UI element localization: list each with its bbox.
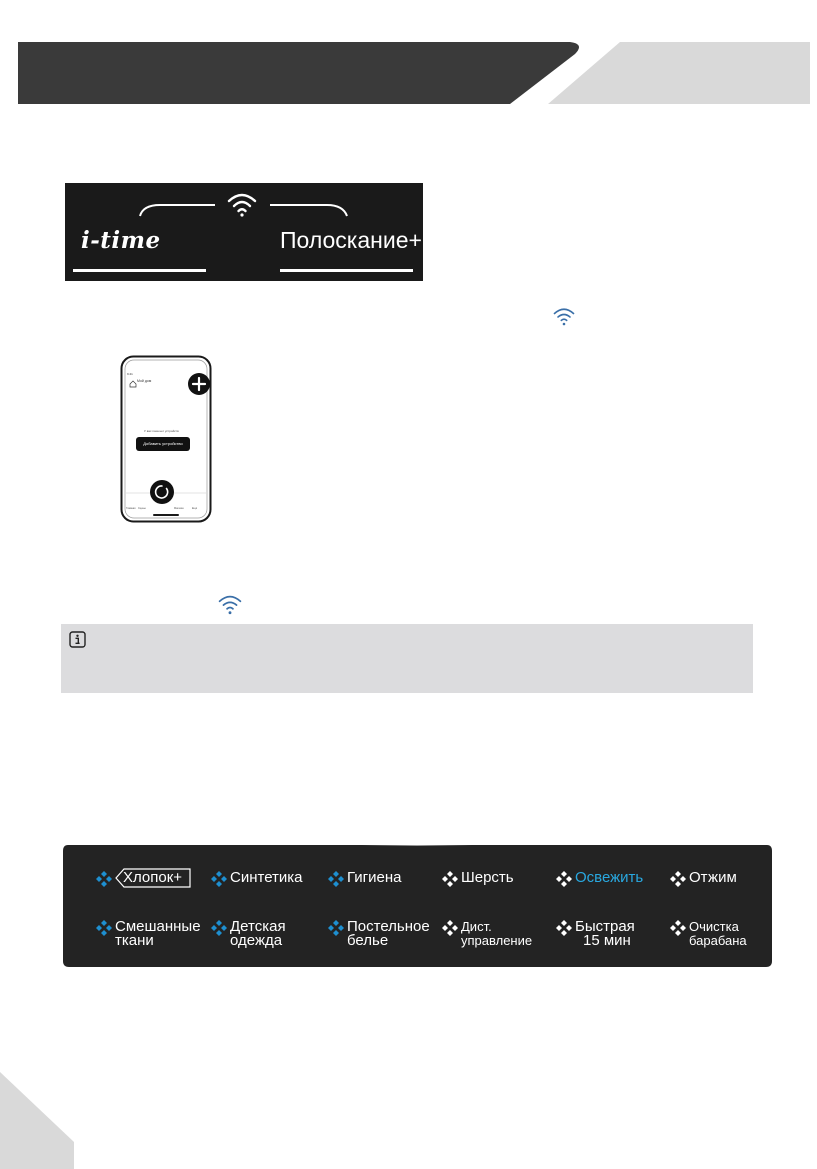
page-corner-tab [0,1072,74,1169]
program-indicator-icon [442,871,458,887]
program-label-line: барабана [689,933,747,948]
program-label-line: белье [347,932,389,949]
nav-more[interactable]: Ещё [192,507,198,510]
phone-header-text: Мой дом [137,379,152,383]
rinse-underline [280,269,413,272]
wifi-icon [553,305,575,327]
add-plus-icon[interactable] [187,372,211,396]
program-indicator-icon [211,871,227,887]
program-label-line: Отжим [689,869,737,886]
phone-status-time: 9:41 [127,372,133,376]
add-device-button[interactable]: Добавить устройство [136,437,190,451]
program-label-line: Постельное [347,918,430,935]
program-label-line: Освежить [575,869,644,886]
phone-empty-text: У вас пока нет устройств [144,429,179,433]
i-time-label: i-time [81,227,161,254]
program-mixed[interactable] [96,920,201,948]
info-icon [69,631,86,648]
control-panel-display [65,183,423,281]
program-kids[interactable] [211,920,286,948]
program-selector-panel [62,843,773,969]
program-indicator-icon [328,871,344,887]
program-synthetics[interactable] [211,871,303,887]
program-remote[interactable] [442,920,532,948]
program-drum[interactable] [670,920,747,948]
program-label [575,871,643,885]
program-highlight-frame [115,868,191,888]
rinse-plus-label: Полоскание+ [280,227,422,253]
program-label-line: Быстрая [575,918,635,935]
section-header-bar [0,0,817,110]
nav-shop[interactable]: Магазин [174,507,184,510]
nav-home[interactable]: Главная [126,507,136,510]
program-label-line: управление [461,933,533,948]
phone-illustration [120,355,212,523]
program-indicator-icon [670,871,686,887]
program-hygiene[interactable] [328,871,401,887]
wifi-icon [218,592,242,616]
program-label-line: 15 мин [583,932,631,949]
wifi-icon [227,190,257,218]
program-label [347,871,401,885]
program-label-line: Хлопок+ [123,869,183,886]
program-label-line: Смешанные [115,918,201,935]
program-spin[interactable] [670,871,737,887]
program-quick[interactable] [556,920,635,948]
program-label [575,920,635,948]
program-indicator-icon [556,920,572,936]
program-label [689,871,737,885]
program-label [461,871,514,885]
program-indicator-icon [96,920,112,936]
program-wool[interactable] [442,871,514,887]
program-indicator-icon [96,871,112,887]
program-label [230,871,303,885]
program-label [347,920,430,948]
program-bedding[interactable] [328,920,430,948]
program-label-line: Гигиена [347,869,402,886]
program-label-line: ткани [115,932,154,949]
nav-scenes[interactable]: Сцены [138,507,146,510]
program-refresh[interactable] [556,871,643,887]
program-label-line: Синтетика [230,869,303,886]
program-label-line: Детская [230,918,286,935]
program-cotton[interactable] [96,871,182,887]
program-indicator-icon [211,920,227,936]
program-label [461,920,532,948]
program-label [115,920,201,948]
program-label [230,920,286,948]
info-note-box [61,624,753,693]
program-indicator-icon [442,920,458,936]
panel-background [62,843,773,969]
program-label [689,920,747,948]
program-label-line: Шерсть [461,869,514,886]
program-indicator-icon [328,920,344,936]
program-label-line: Очистка [689,919,739,934]
program-label-line: Дист. [461,919,492,934]
i-time-underline [73,269,206,272]
power-button-icon[interactable] [149,479,175,505]
program-indicator-icon [670,920,686,936]
program-label-line: одежда [230,932,283,949]
program-indicator-icon [556,871,572,887]
